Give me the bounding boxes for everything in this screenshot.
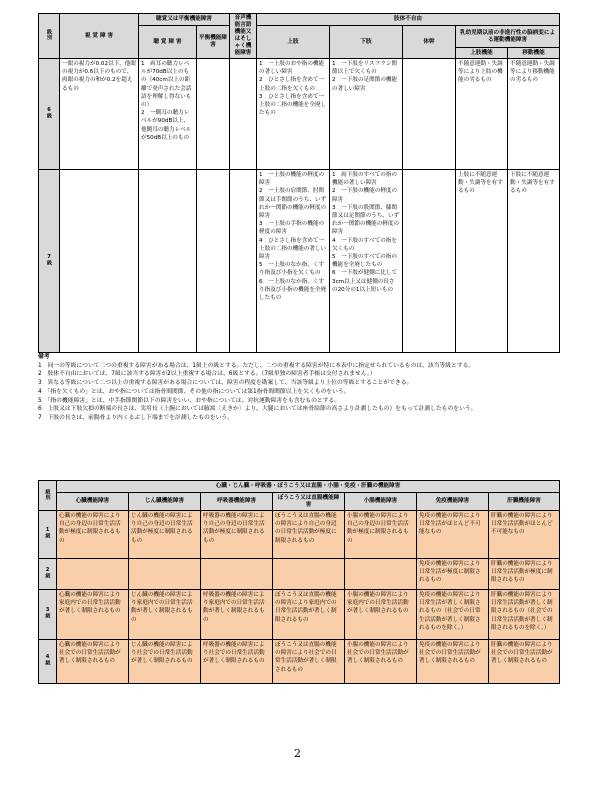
grade-cell: 1級 [39, 511, 57, 559]
immune-cell: 免疫の機能の障害により日常生活が極度に制限されるもの [417, 559, 489, 590]
note-item: 7 下肢の長さは、前腸骨より内くるぶし下端までを計測したものをいう。 [38, 414, 233, 421]
visual-cell: 一眼の視力が0.02以下、他眼の視力が0.6以下のもので、両眼の視力の和が0.2を超えるもの [60, 59, 139, 170]
bladder-cell: ぼうこう又は直腸の機能の障害により社会での日常生活活動が著しく制限されるもの [273, 640, 345, 684]
respiratory-cell: 呼吸器の機能の障害により社会での日常生活活動が著しく制限されるもの [201, 640, 273, 684]
internal-disability-table [38, 480, 560, 684]
upper-limb-header: 上肢 [257, 26, 330, 59]
note-item: 6 上肢又は下肢欠損の断端の長さは、実用長（上腕においては腋窩〔えきか〕より、大腿においては座骨結節の高さより計測したもの）をもって計測したものをいう。 [38, 406, 477, 413]
note-item: 4 「指を欠くもの」とは、おや指については指骨間関節、その他の指については第1指骨間関節以上を欠くものをいう。 [38, 388, 350, 395]
grade-cell: 2級 [39, 559, 57, 590]
liver-cell: 肝臓の機能の障害により日常生活活動が極度に制限されるもの [489, 559, 560, 590]
intestine-cell: 小腸の機能の障害により社会での日常生活活動が著しく制限されるもの [345, 640, 417, 684]
notes-title: 備考 [38, 354, 50, 360]
hearing-cell [139, 170, 197, 353]
brain-lesion-header: 乳幼児期以前の非進行性の脳病変による運動機能障害 [456, 26, 560, 48]
intestine-cell: 小腸の機能の障害により家庭内での日常生活活動が著しく制限されるもの [345, 590, 417, 640]
brain-move-cell: 下肢に不随意運動・失調等を有するもの [508, 170, 560, 353]
grade-cell: 4級 [39, 640, 57, 684]
note-item: 2 肢体不自由においては、7級に該当する障害が2以上重複する場合は、6級とする。（7級単独の障害者手帳は交付されません。） [38, 371, 376, 378]
bladder-header: ぼうこう又は直腸機能障害 [273, 493, 345, 511]
liver-cell: 肝臓の機能の障害により社会での日常生活活動が著しく制限されるもの [489, 640, 560, 684]
table-row [39, 170, 560, 353]
kidney-cell: じん臓の機能の障害により社会での日常生活活動が著しく制限されるもの [129, 640, 201, 684]
liver-header: 肝臓機能障害 [489, 493, 560, 511]
heart-cell: 心臓の機能の障害により社会での日常生活活動が著しく制限されるもの [57, 640, 129, 684]
intestine-cell [345, 559, 417, 590]
immune-cell: 免疫の機能の障害により日常生活がほとんど不可能なもの [417, 511, 489, 559]
lower-limb-header: 下肢 [330, 26, 403, 59]
note-item: 1 同一の等級について二つの重複する障害がある場合は、1級上の級とする。ただし、二つの重複する障害が特に本表中に指定せられているものは、該当等級とする。 [38, 362, 475, 369]
grade-cell: 3級 [39, 590, 57, 640]
grade-cell: 7級 [39, 170, 60, 353]
trunk-cell [403, 170, 456, 353]
table-row [39, 559, 560, 590]
page-number: 2 [294, 747, 301, 760]
lower-limb-cell: 1 一下肢をリスフラン関節以上で欠くもの 2 一下肢の足関節の機能の著しい障害 [330, 59, 403, 170]
lower-limb-cell: 1 両下肢のすべての指の機能の著しい障害 2 一下肢の機能の軽度の障害 3 一下肢の股関節、膝関節又は足関節のうち、いずれか一関節の機能の軽度の障害 4 一下肢のすべての指を欠くもの 5 一下肢のすべての指の機能を全廃したもの 6 一下肢が健側に比して3cm以上又は健側の長さの20分の1以上短いもの [330, 170, 403, 353]
intestine-header: 小腸機能障害 [345, 493, 417, 511]
brain-upper-cell: 上肢に不随意運動・失調等を有するもの [456, 170, 508, 353]
heart-cell: 心臓の機能の障害により家庭内での日常生活活動が著しく制限されるもの [57, 590, 129, 640]
grade-cell: 6級 [39, 59, 60, 170]
hearing-header: 聴 覚 障 害 [139, 26, 197, 59]
table-row [39, 511, 560, 559]
note-item: 3 異なる等級について二つ以上の重複する障害がある場合については、障害の程度を勘案して、当該等級より上位の等級とすることができる。 [38, 380, 413, 387]
speech-header: 音声機能言語機能又はそしゃく機能障害 [230, 14, 257, 59]
respiratory-header: 呼吸器機能障害 [201, 493, 273, 511]
liver-cell: 肝臓の機能の障害により日常生活活動がほとんど不可能なもの [489, 511, 560, 559]
grade-header: 級別 [39, 14, 60, 59]
trunk-header: 体幹 [403, 26, 456, 59]
speech-cell [230, 170, 257, 353]
respiratory-cell: 呼吸器の機能の障害により自己の身辺の日常生活活動が極度に制限されるもの [201, 511, 273, 559]
balance-cell [197, 59, 230, 170]
table-row [39, 640, 560, 684]
speech-cell [230, 59, 257, 170]
brain-upper-header: 上肢機能 [456, 48, 508, 59]
liver-cell: 肝臓の機能の障害により日常生活活動が著しく制限されるもの（社会での日常生活活動が著しく制限されるものを除く。） [489, 590, 560, 640]
hearing-balance-header: 聴覚又は平衡機能障害 [139, 14, 230, 26]
upper-limb-cell: 1 一上肢のおや指の機能の著しい障害 2 ひとさし指を含めて一上肢の二指を欠くもの 3 ひとさし指を含めて一上肢の二指の機能を全廃したもの [257, 59, 330, 170]
upper-limb-cell: 1 一上肢の機能の軽度の障害 2 一上肢の肩関節、肘関節又は手関節のうち、いずれか一関節の機能の軽度の障害 3 一上肢の手指の機能の軽度の障害 4 ひとさし指を含めて一上肢の二指の機能の著しい障害 5 一上肢のなか指、くすり指及び小指を欠くもの 6 一上肢のなか指、くすり指及び小指の機能を全廃したもの [257, 170, 330, 353]
brain-move-header: 移動機能 [508, 48, 560, 59]
visual-cell [60, 170, 139, 353]
disability-grade-table-1 [38, 13, 560, 353]
heart-cell: 心臓の機能の障害により自己の身辺の日常生活活動が極度に制限されるもの [57, 511, 129, 559]
brain-move-cell: 不随意運動・失調等により移動機能の劣るもの [508, 59, 560, 170]
table-row [39, 59, 560, 170]
respiratory-cell: 呼吸器の機能の障害により家庭内での日常生活活動が著しく制限されるもの [201, 590, 273, 640]
immune-cell: 免疫の機能の障害により社会での日常生活活動が著しく制限されるもの [417, 640, 489, 684]
visual-header: 視 覚 障 害 [60, 14, 139, 59]
group-header: 心臓・じん臓・呼吸器・ぼうこう又は直腸・小腸・免疫・肝臓の機能障害 [57, 481, 560, 493]
note-item: 5 「指の機能障害」とは、中手指節関節以下の障害をいい、おや指については、対抗運動障害をも含むものとする。 [38, 397, 341, 404]
immune-cell: 免疫の機能の障害により日常生活が著しく制限されるもの（社会での日常生活活動が著しく制限されるものを除く。） [417, 590, 489, 640]
trunk-cell [403, 59, 456, 170]
balance-cell [197, 170, 230, 353]
kidney-cell [129, 559, 201, 590]
hearing-cell: 1 両耳の聴力レベルが70dB以上のもの（40cm以上の距離で発声された会話語を理解し得ないもの） 2 一側耳の聴力レベルが90dB以上、他側耳の聴力レベルが50dB以上のもの [139, 59, 197, 170]
respiratory-cell [201, 559, 273, 590]
bladder-cell [273, 559, 345, 590]
brain-upper-cell: 不随意運動・失調等により上肢の機能の劣るもの [456, 59, 508, 170]
intestine-cell: 小腸の機能の障害により自己の身辺の日常生活活動が極度に制限されるもの [345, 511, 417, 559]
kidney-cell: じん臓の機能の障害により家庭内での日常生活活動が著しく制限されるもの [129, 590, 201, 640]
immune-header: 免疫機能障害 [417, 493, 489, 511]
balance-header: 平衡機能障害 [197, 26, 230, 59]
limb-header: 肢体不自由 [257, 14, 560, 26]
heart-cell [57, 559, 129, 590]
kidney-header: じん臓機能障害 [129, 493, 201, 511]
table-row [39, 590, 560, 640]
grade-header: 級別 [39, 481, 57, 511]
bladder-cell: ぼうこう又は直腸の機能の障害により家庭内での日常生活活動が著しく制限されるもの [273, 590, 345, 640]
kidney-cell: じん臓の機能の障害により自己の身辺の日常生活活動が極度に制限されるもの [129, 511, 201, 559]
heart-header: 心臓機能障害 [57, 493, 129, 511]
bladder-cell: ぼうこう又は直腸の機能の障害により自己の身辺の日常生活活動が極度に制限されるもの [273, 511, 345, 559]
notes-section [38, 353, 558, 423]
